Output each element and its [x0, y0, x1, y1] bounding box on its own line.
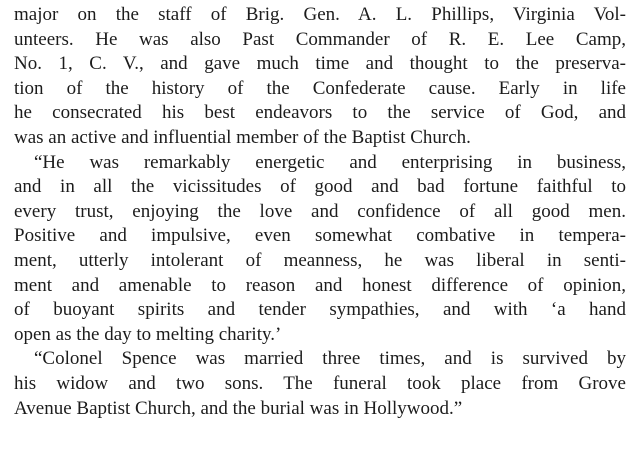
paragraph-1 — [14, 3, 626, 151]
text-line: ment, utterly intolerant of meanness, he was liberal in senti- — [14, 249, 626, 271]
text-line: No. 1, C. V., and gave much time and thought to the preserva- — [14, 53, 626, 75]
text-line: Avenue Baptist Church, and the burial was in Hollywood.” — [14, 397, 463, 419]
text-line: was an active and influential member of the Baptist Church. — [14, 126, 471, 148]
text-line: major on the staff of Brig. Gen. A. L. Phillips, Virginia Vol- — [14, 4, 626, 25]
text-line: open as the day to melting charity.’ — [14, 323, 282, 345]
text-line: he consecrated his best endeavors to the service of God, and — [14, 102, 626, 124]
document-page — [14, 3, 626, 421]
text-line: of buoyant spirits and tender sympathies, and with ‘a hand — [14, 299, 626, 321]
text-line: unteers. He was also Past Commander of R. E. Lee Camp, — [14, 28, 626, 50]
text-line: tion of the history of the Confederate cause. Early in life — [14, 77, 626, 99]
text-line: every trust, enjoying the love and confidence of all good men. — [14, 200, 626, 222]
text-line: his widow and two sons. The funeral took place from Grove — [14, 372, 626, 394]
text-line: “Colonel Spence was married three times, and is survived by — [34, 348, 626, 370]
text-line: ment and amenable to reason and honest difference of opinion, — [14, 274, 626, 296]
text-line: Positive and impulsive, even somewhat combative in tempera- — [14, 225, 626, 247]
text-line: “He was remarkably energetic and enterprising in business, — [34, 151, 626, 173]
text-line: and in all the vicissitudes of good and bad fortune faithful to — [14, 176, 626, 198]
paragraph-3 — [14, 347, 626, 421]
paragraph-2 — [14, 151, 626, 348]
